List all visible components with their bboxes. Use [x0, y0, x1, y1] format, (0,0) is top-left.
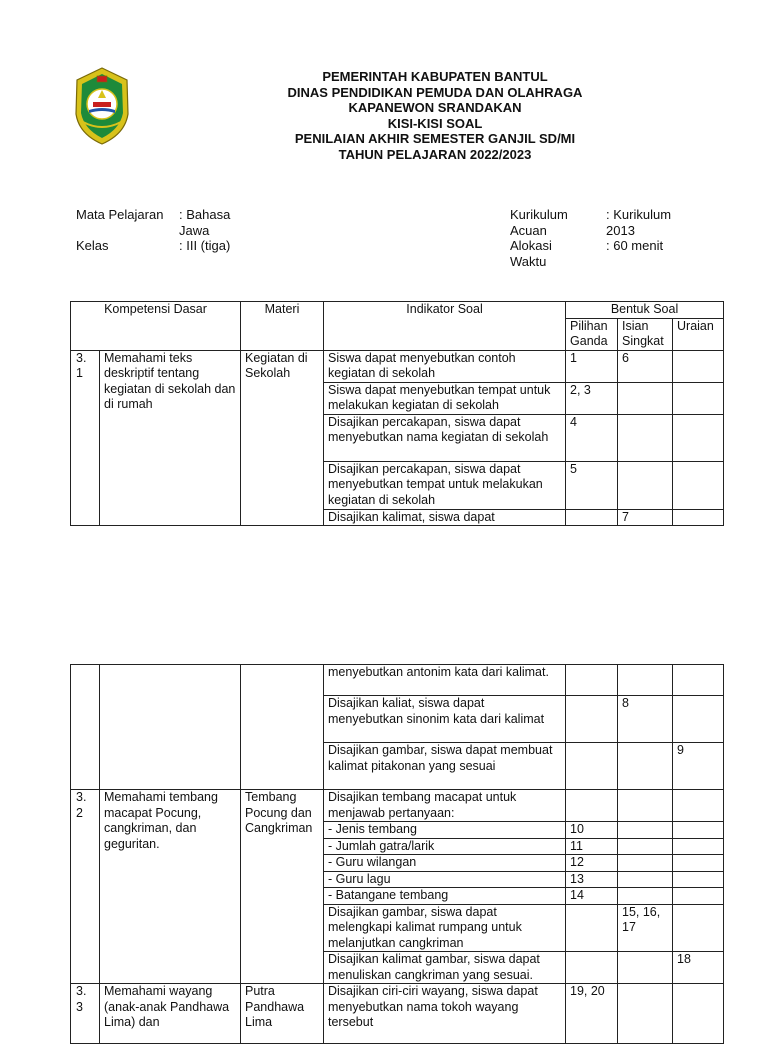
- pg-value: 1: [566, 350, 618, 382]
- uraian-value: [673, 904, 724, 952]
- uraian-value: [673, 461, 724, 509]
- isian-value: [618, 888, 673, 905]
- isian-value: [618, 871, 673, 888]
- isian-value: [618, 414, 673, 461]
- isian-value: [618, 984, 673, 1044]
- uraian-value: [673, 665, 724, 696]
- indikator-text: menyebutkan antonim kata dari kalimat.: [324, 665, 566, 696]
- table-row: [71, 790, 724, 822]
- indikator-text: Disajikan ciri-ciri wayang, siswa dapat menyebutkan nama tokoh wayang tersebut: [324, 984, 566, 1044]
- pg-value: [566, 696, 618, 743]
- pg-value: 19, 20: [566, 984, 618, 1044]
- indikator-text: Disajikan gambar, siswa dapat membuat kalimat pitakonan yang sesuai: [324, 743, 566, 790]
- header-line-2: DINAS PENDIDIKAN PEMUDA DAN OLAHRAGA: [287, 84, 583, 100]
- uraian-value: [673, 696, 724, 743]
- materi-text: Tembang Pocung dan Cangkriman: [241, 790, 324, 984]
- table-row: [71, 984, 724, 1044]
- indikator-text: - Batangane tembang: [324, 888, 566, 905]
- uraian-value: 9: [673, 743, 724, 790]
- pg-value: [566, 743, 618, 790]
- indikator-text: - Jenis tembang: [324, 822, 566, 839]
- pg-value: 11: [566, 838, 618, 855]
- uraian-value: [673, 984, 724, 1044]
- kurikulum-value: : Kurikulum 2013: [606, 207, 672, 238]
- indikator-text: Siswa dapat menyebutkan contoh kegiatan di sekolah: [324, 350, 566, 382]
- pg-value: 13: [566, 871, 618, 888]
- kelas-label: Kelas: [76, 238, 109, 253]
- kisi-table-page-1: [70, 301, 724, 526]
- alokasi-label: Alokasi Waktu: [510, 238, 552, 269]
- pg-value: 2, 3: [566, 382, 618, 414]
- uraian-value: [673, 414, 724, 461]
- uraian-value: [673, 871, 724, 888]
- header-uraian: Uraian: [673, 318, 724, 350]
- kurikulum-label: Kurikulum Acuan: [510, 207, 568, 238]
- materi-text: Putra Pandhawa Lima: [241, 984, 324, 1044]
- pg-value: 4: [566, 414, 618, 461]
- kd-number: 3. 2: [71, 790, 100, 984]
- indikator-text: - Guru lagu: [324, 871, 566, 888]
- isian-value: 6: [618, 350, 673, 382]
- indikator-text: Disajikan percakapan, siswa dapat menyebutkan nama kegiatan di sekolah: [324, 414, 566, 461]
- uraian-value: [673, 790, 724, 822]
- indikator-text: Disajikan kalimat gambar, siswa dapat menuliskan cangkriman yang sesuai.: [324, 952, 566, 984]
- uraian-value: [673, 838, 724, 855]
- header-isian-singkat: Isian Singkat: [618, 318, 673, 350]
- indikator-text: - Guru wilangan: [324, 855, 566, 872]
- isian-value: [618, 790, 673, 822]
- isian-value: [618, 743, 673, 790]
- pg-value: [566, 790, 618, 822]
- indikator-text: Disajikan percakapan, siswa dapat menyebutkan tempat untuk melakukan kegiatan di sekolah: [324, 461, 566, 509]
- isian-value: [618, 461, 673, 509]
- isian-value: [618, 838, 673, 855]
- alokasi-value: : 60 menit: [606, 238, 664, 253]
- kd-text: Memahami wayang (anak-anak Pandhawa Lima) dan: [100, 984, 241, 1044]
- isian-value: [618, 665, 673, 696]
- kurikulum-info: [510, 207, 710, 239]
- isian-value: 8: [618, 696, 673, 743]
- table-row: [71, 350, 724, 382]
- uraian-value: [673, 855, 724, 872]
- indikator-text: Disajikan gambar, siswa dapat melengkapi kalimat rumpang untuk melanjutkan cangkriman: [324, 904, 566, 952]
- kisi-table-page-2: [70, 664, 724, 1044]
- isian-value: [618, 855, 673, 872]
- mapel-label: Mata Pelajaran: [76, 207, 164, 222]
- document-header: [200, 69, 670, 162]
- header-pilihan-ganda: Pilihan Ganda: [566, 318, 618, 350]
- header-line-6: TAHUN PELAJARAN 2022/2023: [338, 146, 532, 162]
- kd-number: 3. 1: [71, 350, 100, 526]
- isian-value: [618, 952, 673, 984]
- pg-value: 10: [566, 822, 618, 839]
- indikator-text: Disajikan tembang macapat untuk menjawab pertanyaan:: [324, 790, 566, 822]
- indikator-text: Disajikan kaliat, siswa dapat menyebutkan sinonim kata dari kalimat: [324, 696, 566, 743]
- uraian-value: [673, 822, 724, 839]
- indikator-text: Disajikan kalimat, siswa dapat: [324, 509, 566, 526]
- kelas-info: [76, 238, 276, 254]
- pg-value: [566, 904, 618, 952]
- header-line-1: PEMERINTAH KABUPATEN BANTUL: [322, 69, 548, 84]
- pg-value: 14: [566, 888, 618, 905]
- indikator-text: - Jumlah gatra/larik: [324, 838, 566, 855]
- kd-text: Memahami tembang macapat Pocung, cangkriman, dan geguritan.: [100, 790, 241, 984]
- materi-text: Kegiatan di Sekolah: [241, 350, 324, 526]
- header-bentuk-soal: Bentuk Soal: [566, 302, 724, 319]
- isian-value: [618, 822, 673, 839]
- uraian-value: [673, 350, 724, 382]
- header-indikator-soal: Indikator Soal: [324, 302, 566, 351]
- pg-value: [566, 665, 618, 696]
- alokasi-info: [510, 238, 710, 270]
- header-materi: Materi: [241, 302, 324, 351]
- isian-value: 15, 16, 17: [618, 904, 673, 952]
- pg-value: 12: [566, 855, 618, 872]
- pg-value: [566, 952, 618, 984]
- header-line-4: KISI-KISI SOAL: [387, 115, 483, 131]
- table-row: [71, 665, 724, 696]
- isian-value: [618, 382, 673, 414]
- pg-value: [566, 509, 618, 526]
- header-line-3: KAPANEWON SRANDAKAN: [348, 100, 522, 115]
- kd-text: Memahami teks deskriptif tentang kegiatan di sekolah dan di rumah: [100, 350, 241, 526]
- kd-number: 3. 3: [71, 984, 100, 1044]
- uraian-value: [673, 509, 724, 526]
- bantul-regency-emblem: [73, 66, 131, 146]
- header-kompetensi-dasar: Kompetensi Dasar: [71, 302, 241, 351]
- kelas-value: : III (tiga): [179, 238, 231, 253]
- uraian-value: 18: [673, 952, 724, 984]
- indikator-text: Siswa dapat menyebutkan tempat untuk melakukan kegiatan di sekolah: [324, 382, 566, 414]
- mapel-info: [76, 207, 276, 239]
- uraian-value: [673, 382, 724, 414]
- header-line-5: PENILAIAN AKHIR SEMESTER GANJIL SD/MI: [294, 131, 576, 146]
- pg-value: 5: [566, 461, 618, 509]
- mapel-value: : Bahasa Jawa: [179, 207, 231, 238]
- isian-value: 7: [618, 509, 673, 526]
- uraian-value: [673, 888, 724, 905]
